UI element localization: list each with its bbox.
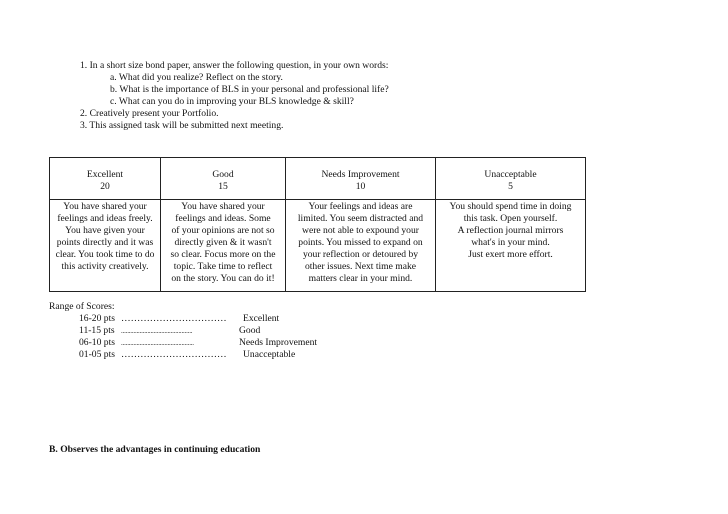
range-label: Good bbox=[239, 325, 261, 336]
rubric-description-row bbox=[50, 200, 586, 292]
range-points: 16-20 pts bbox=[79, 313, 115, 324]
rubric-level-title: Excellent bbox=[86, 169, 124, 180]
rubric-description-line: of your opinions are not so bbox=[171, 225, 275, 236]
rubric-description-cell bbox=[50, 200, 161, 292]
rubric-description-line: this activity creatively. bbox=[61, 261, 149, 272]
range-points: 11-15 pts bbox=[79, 325, 115, 336]
rubric-description-cell bbox=[286, 200, 436, 292]
rubric-level-cell bbox=[161, 158, 286, 200]
rubric-description-line: matters clear in your mind. bbox=[308, 273, 413, 284]
instruction-line: 2. Creatively present your Portfolio. bbox=[80, 108, 219, 119]
rubric-description-line: on the story. You can do it! bbox=[171, 273, 275, 284]
rubric-level-points: 5 bbox=[508, 181, 513, 192]
rubric-level-points: 15 bbox=[218, 181, 228, 192]
rubric-description-line: were not able to expound your bbox=[302, 225, 419, 236]
rubric-description-cell bbox=[436, 200, 586, 292]
rubric-level-cell bbox=[50, 158, 161, 200]
range-leader-dots: …………………………… bbox=[121, 313, 227, 324]
rubric-description-line: A reflection journal mirrors bbox=[457, 225, 564, 236]
instruction-line: c. What can you do in improving your BLS knowledge & skill? bbox=[110, 96, 354, 107]
rubric-description-line: your reflection or detoured by bbox=[302, 249, 419, 260]
rubric-description-line: You should spend time in doing bbox=[449, 201, 572, 212]
range-row bbox=[49, 349, 296, 361]
range-title: Range of Scores: bbox=[49, 301, 115, 312]
range-leader-dots: .............................................. bbox=[121, 327, 193, 335]
rubric-level-title: Good bbox=[212, 169, 234, 180]
rubric-level-cell bbox=[436, 158, 586, 200]
rubric-description-line: limited. You seem distracted and bbox=[297, 213, 424, 224]
range-points: 06-10 pts bbox=[79, 337, 115, 348]
rubric-description-line: feelings and ideas freely. bbox=[57, 213, 153, 224]
instructions bbox=[80, 60, 389, 132]
instruction-line: 1. In a short size bond paper, answer the following question, in your own words: bbox=[80, 60, 389, 71]
rubric-table bbox=[49, 157, 586, 292]
section-b-heading: B. Observes the advantages in continuing education bbox=[49, 444, 261, 455]
rubric-description-line: what's in your mind. bbox=[471, 237, 550, 248]
rubric-level-points: 20 bbox=[100, 181, 110, 192]
range-of-scores bbox=[49, 301, 318, 361]
rubric-level-cell bbox=[286, 158, 436, 200]
range-label: Excellent bbox=[243, 313, 280, 324]
rubric-description-line: points directly and it was bbox=[56, 237, 154, 248]
range-label: Needs Improvement bbox=[239, 337, 318, 348]
range-label: Unacceptable bbox=[243, 349, 296, 360]
rubric-header-row bbox=[50, 158, 586, 200]
range-row bbox=[49, 337, 318, 349]
rubric-level-points: 10 bbox=[355, 181, 366, 192]
range-row bbox=[49, 313, 280, 325]
rubric-description-line: points. You missed to expand on bbox=[298, 237, 423, 248]
rubric-description-line: You have shared your bbox=[181, 201, 265, 212]
instruction-line: a. What did you realize? Reflect on the story. bbox=[110, 72, 283, 83]
range-leader-dots: …………………………… bbox=[121, 349, 227, 360]
range-row bbox=[49, 325, 261, 337]
range-leader-dots: ............................................... bbox=[121, 339, 194, 347]
rubric-description-line: Just exert more effort. bbox=[468, 249, 553, 260]
rubric-description-line: topic. Take time to reflect bbox=[173, 261, 273, 272]
instruction-line: 3. This assigned task will be submitted next meeting. bbox=[80, 120, 284, 131]
rubric-description-line: Your feelings and ideas are bbox=[308, 201, 413, 212]
rubric-description-line: other issues. Next time make bbox=[304, 261, 417, 272]
rubric-description-line: directly given & it wasn't bbox=[174, 237, 272, 248]
rubric-description-line: You have shared your bbox=[63, 201, 147, 212]
rubric-description-line: this task. Open yourself. bbox=[463, 213, 558, 224]
range-points: 01-05 pts bbox=[79, 349, 115, 360]
rubric-level-title: Unacceptable bbox=[484, 169, 537, 180]
rubric-description-line: feelings and ideas. Some bbox=[175, 213, 271, 224]
rubric-description-line: You have given your bbox=[65, 225, 145, 236]
rubric-description-cell bbox=[161, 200, 286, 292]
rubric-level-title: Needs Improvement bbox=[321, 169, 400, 180]
rubric-description-line: so clear. Focus more on the bbox=[170, 249, 276, 260]
instruction-line: b. What is the importance of BLS in your personal and professional life? bbox=[110, 84, 389, 95]
rubric-description-line: clear. You took time to do bbox=[55, 249, 155, 260]
